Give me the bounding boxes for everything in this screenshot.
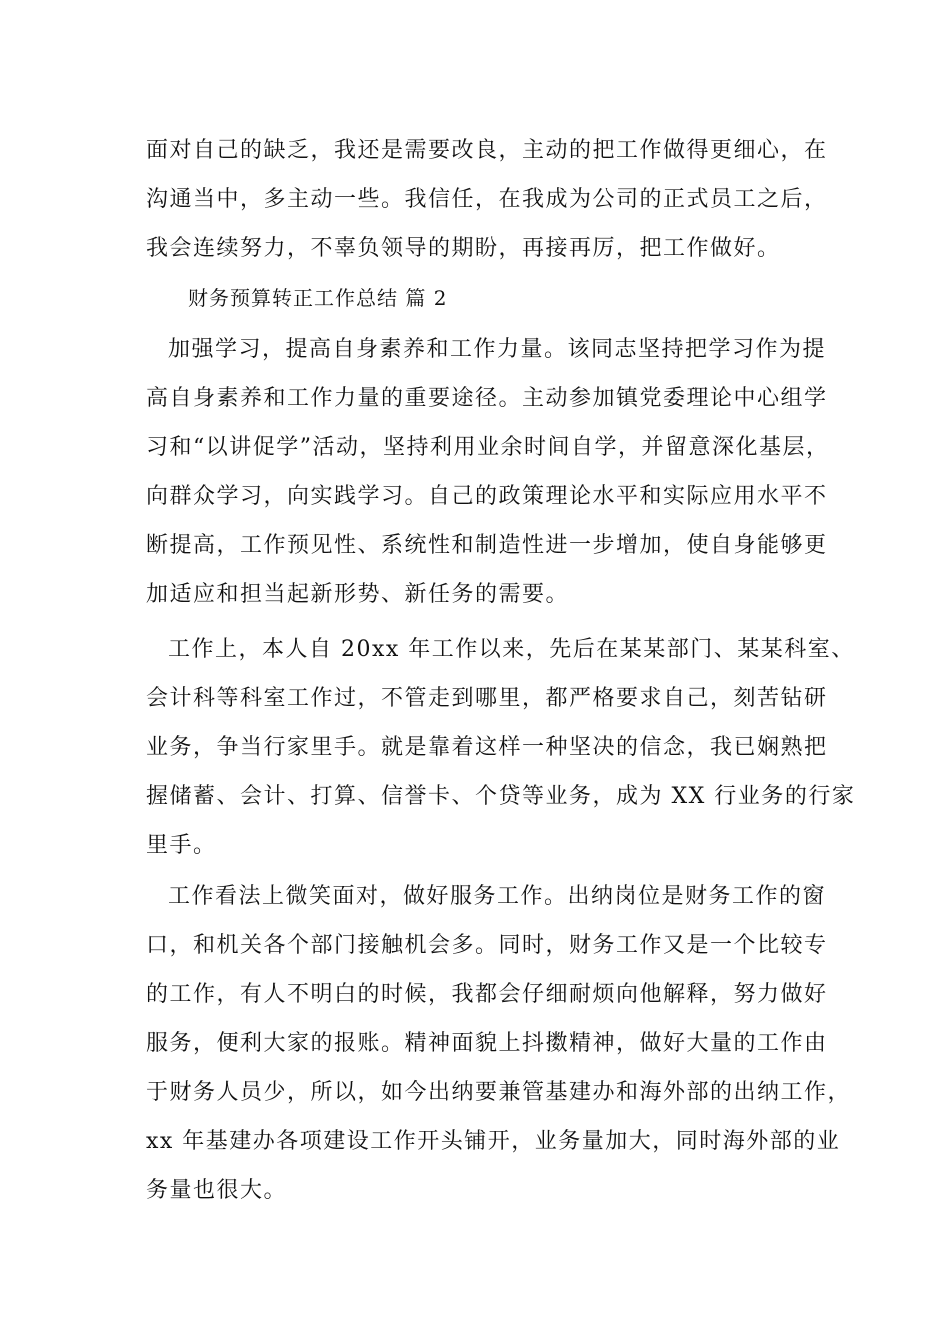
text-line: 口，和机关各个部门接触机会多。同时，财务工作又是一个比较专 [146, 933, 828, 958]
section-heading: 财务预算转正工作总结 篇 2 [188, 286, 448, 310]
text-line: 面对自己的缺乏，我还是需要改良，主动的把工作做得更细心，在 [146, 138, 828, 163]
text-line: 断提高，工作预见性、系统性和制造性进一步增加，使自身能够更 [146, 533, 828, 558]
text-line: 沟通当中，多主动一些。我信任，在我成为公司的正式员工之后， [146, 187, 828, 212]
text-line: 业务，争当行家里手。就是靠着这样一种坚决的信念，我已娴熟把 [146, 735, 828, 760]
text-line: 习和“以讲促学”活动，坚持利用业余时间自学，并留意深化基层， [146, 435, 830, 460]
text-line: 工作看法上微笑面对，做好服务工作。出纳岗位是财务工作的窗 [168, 884, 827, 909]
text-line: 于财务人员少，所以，如今出纳要兼管基建办和海外部的出纳工作， [146, 1080, 852, 1105]
text-line: xx 年基建办各项建设工作开头铺开，业务量加大，同时海外部的业 [146, 1129, 841, 1154]
text-line: 务量也很大。 [146, 1178, 288, 1203]
text-line: 我会连续努力，不辜负领导的期盼，再接再厉，把工作做好。 [146, 236, 781, 261]
text-line: 加强学习，提高自身素养和工作力量。该同志坚持把学习作为提 [168, 337, 827, 362]
text-line: 加适应和担当起新形势、新任务的需要。 [146, 582, 570, 607]
text-line: 会计科等科室工作过，不管走到哪里，都严格要求自己，刻苦钻研 [146, 686, 828, 711]
paragraph-study [146, 325, 830, 619]
intro-paragraph [146, 126, 828, 273]
text-line: 里手。 [146, 833, 217, 858]
text-line: 的工作，有人不明白的时候，我都会仔细耐烦向他解释，努力做好 [146, 982, 828, 1007]
text-line: 高自身素养和工作力量的重要途径。主动参加镇党委理论中心组学 [146, 386, 828, 411]
text-line: 握储蓄、会计、打算、信誉卡、个贷等业务，成为 XX 行业务的行家 [146, 784, 856, 809]
text-line: 工作上，本人自 20xx 年工作以来，先后在某某部门、某某科室、 [168, 637, 855, 662]
paragraph-service [146, 872, 852, 1215]
text-line: 向群众学习，向实践学习。自己的政策理论水平和实际应用水平不 [146, 484, 828, 509]
paragraph-work [146, 625, 856, 870]
text-line: 服务，便利大家的报账。精神面貌上抖擞精神，做好大量的工作由 [146, 1031, 828, 1056]
